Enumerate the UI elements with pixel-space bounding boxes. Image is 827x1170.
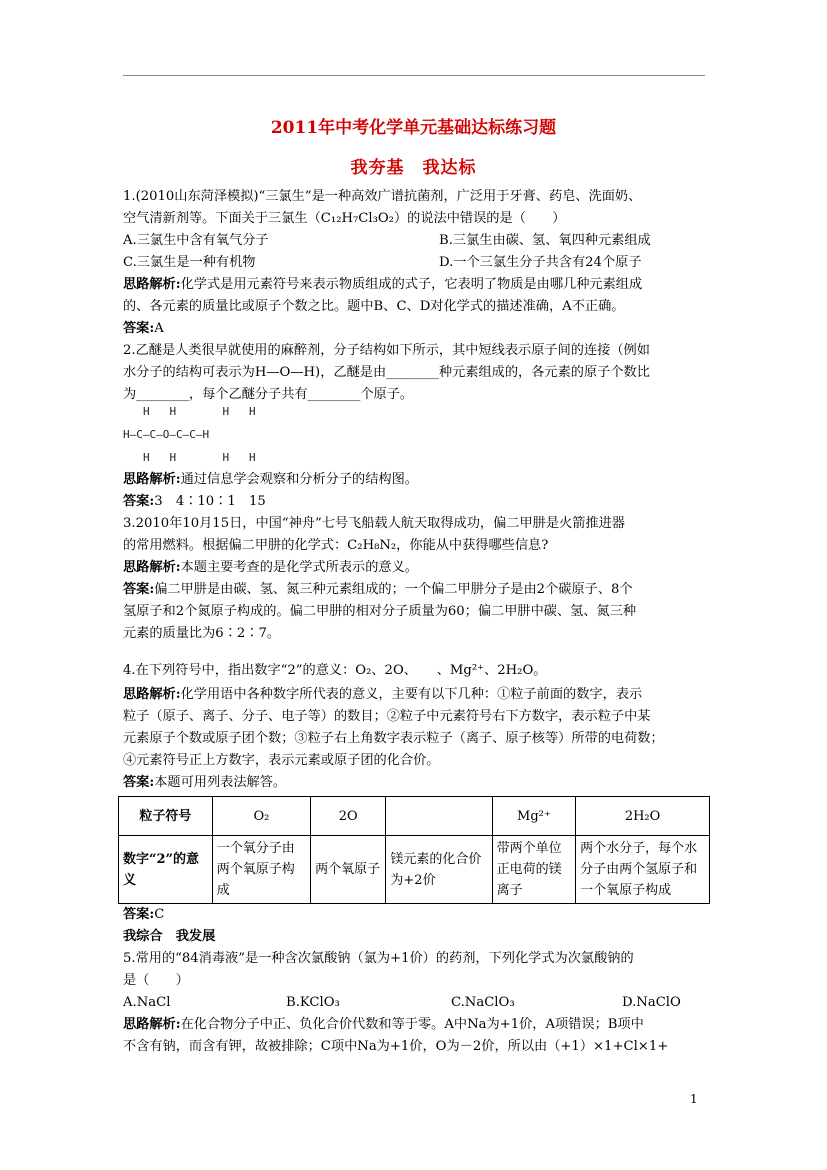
q2-line3: 为________，每个乙醚分子共有________个原子。 (123, 387, 414, 402)
q1-analysis-line1 (123, 274, 713, 296)
q1-line2: 空气清新剂等。下面关于三氯生（C₁₂H₇Cl₃O₂）的说法中错误的是（ ） (123, 211, 566, 226)
analysis-text: 在化合物分子中正、负化合价代数和等于零。A中Na为+1价，A项错误；B项中 (180, 1017, 644, 1032)
q5-analysis-line1 (123, 1014, 713, 1036)
analysis-text: 化学式是用元素符号来表示物质组成的式子，它表明了物质是由哪几种元素组成 (180, 277, 643, 292)
q4-analysis-line2: 粒子（原子、离子、分子、电子等）的数目；②粒子中元素符号右下方数字，表示粒子中某 (123, 709, 651, 724)
q3-analysis (123, 557, 713, 579)
q4-line1: 4.在下列符号中，指出数字“2”的意义：O₂、2O、 、Mg²⁺、2H₂O。 (123, 663, 547, 678)
q4-answer (123, 772, 713, 794)
table-cell: 一个氧分子由两个氧原子构成 (212, 836, 310, 904)
page-number: 1 (690, 1092, 698, 1106)
table-row (119, 836, 710, 904)
q4b-answer (123, 904, 713, 926)
answer-label: 答案: (123, 494, 155, 509)
q3-line2: 的常用燃料。根据偏二甲肼的化学式：C₂H₈N₂，你能从中获得哪些信息? (123, 538, 549, 553)
analysis-label: 思路解析: (123, 1017, 181, 1032)
answer-label: 答案: (123, 582, 155, 597)
table-header-cell: Mg²⁺ (492, 797, 576, 836)
molecule-row-top: H H H H (143, 405, 256, 418)
table-cell: 两个水分子，每个水分子由两个氢原子和一个氧原子构成 (576, 836, 710, 904)
q5-option-a: A.NaCl (123, 995, 171, 1010)
q1-option-a: A.三氯生中含有氧气分子 (123, 233, 269, 248)
answer-text: C (154, 907, 165, 922)
table-cell: 数字“2”的意义 (119, 836, 213, 904)
q5-line1: 5.常用的“84消毒液”是一种含次氯酸钠（氯为+1价）的药剂，下列化学式为次氯酸钠的 (123, 951, 634, 966)
section-title-1: 我夯基 我达标 (350, 158, 477, 178)
table-row-header (119, 797, 710, 836)
q3-line1: 3.2010年10月15日，中国“神舟”七号飞船载人航天取得成功，偏二甲肼是火箭推进器 (123, 516, 625, 531)
analysis-label: 思路解析: (123, 472, 181, 487)
q2-analysis (123, 469, 713, 491)
page-title: 2011年中考化学单元基础达标练习题 (270, 118, 557, 138)
q1-option-c: C.三氯生是一种有机物 (123, 255, 256, 270)
q5-option-d: D.NaClO (622, 995, 681, 1010)
q3-answer-line3: 元素的质量比为6∶2∶7。 (123, 626, 281, 641)
answer-label: 答案: (123, 775, 155, 790)
analysis-text: 通过信息学会观察和分析分子的结构图。 (180, 472, 418, 487)
table-header-cell (386, 797, 492, 836)
answer-label: 答案: (123, 907, 155, 922)
table-cell: 镁元素的化合价为+2价 (386, 836, 492, 904)
table-header-cell: 2H₂O (576, 797, 710, 836)
answer-text: 本题可用列表法解答。 (154, 775, 287, 790)
q4-analysis-line1 (123, 684, 713, 706)
table-cell: 带两个单位正电荷的镁离子 (492, 836, 576, 904)
q1-analysis-line2: 的、各元素的质量比或原子个数之比。题中B、C、D对化学式的描述准确，A不正确。 (123, 299, 625, 314)
table-cell: 两个氧原子 (311, 836, 386, 904)
q5-option-c: C.NaClO₃ (451, 995, 515, 1010)
header-rule (123, 75, 705, 76)
q1-answer (123, 318, 713, 340)
analysis-label: 思路解析: (123, 560, 181, 575)
q2-line1: 2.乙醚是人类很早就使用的麻醉剂，分子结构如下所示，其中短线表示原子间的连接（例如 (123, 343, 650, 358)
section-title-2: 我综合 我发展 (123, 929, 216, 944)
q2-line2: 水分子的结构可表示为H—O—H)，乙醚是由________种元素组成的，各元素的原子个数比 (123, 365, 650, 380)
q5-analysis-line2: 不含有钠，而含有钾，故被排除；C项中Na为+1价，O为－2价，所以由（+1）×1+Cl×1+ (123, 1039, 669, 1054)
answer-text: A (154, 321, 164, 336)
molecule-row-bottom: H H H H (143, 451, 256, 464)
answer-label: 答案: (123, 321, 155, 336)
table-header-cell: O₂ (212, 797, 310, 836)
table-header-cell: 粒子符号 (119, 797, 213, 836)
q5-option-b: B.KClO₃ (286, 995, 340, 1010)
table-header-cell: 2O (311, 797, 386, 836)
analysis-text: 本题主要考查的是化学式所表示的意义。 (180, 560, 418, 575)
analysis-label: 思路解析: (123, 277, 181, 292)
q4-analysis-line3: 元素原子个数或原子团个数；③粒子右上角数字表示粒子（离子、原子核等）所带的电荷数； (123, 731, 664, 746)
analysis-label: 思路解析: (123, 687, 181, 702)
q1-line1: 1.(2010山东菏泽模拟)“三氯生”是一种高效广谱抗菌剂，广泛用于牙膏、药皂、洗面奶、 (123, 189, 642, 204)
symbol-meaning-table (118, 796, 710, 904)
q5-line2: 是（ ） (123, 973, 189, 988)
molecule-row-middle: H—C—C—O—C—C—H (123, 428, 210, 441)
analysis-text: 化学用语中各种数字所代表的意义，主要有以下几种：①粒子前面的数字，表示 (180, 687, 643, 702)
q3-answer-line1 (123, 579, 713, 601)
q2-answer (123, 491, 713, 513)
q4-analysis-line4: ④元素符号正上方数字，表示元素或原子团的化合价。 (123, 753, 440, 768)
q1-option-d: D.一个三氯生分子共含有24个原子 (439, 255, 642, 270)
answer-text: 偏二甲肼是由碳、氢、氮三种元素组成的；一个偏二甲肼分子是由2个碳原子、8个 (154, 582, 633, 597)
q3-answer-line2: 氢原子和2个氮原子构成的。偏二甲肼的相对分子质量为60；偏二甲肼中碳、氢、氮三种 (123, 604, 637, 619)
answer-text: 3 4∶10∶1 15 (154, 494, 266, 509)
q1-option-b: B.三氯生由碳、氢、氧四种元素组成 (439, 233, 651, 248)
